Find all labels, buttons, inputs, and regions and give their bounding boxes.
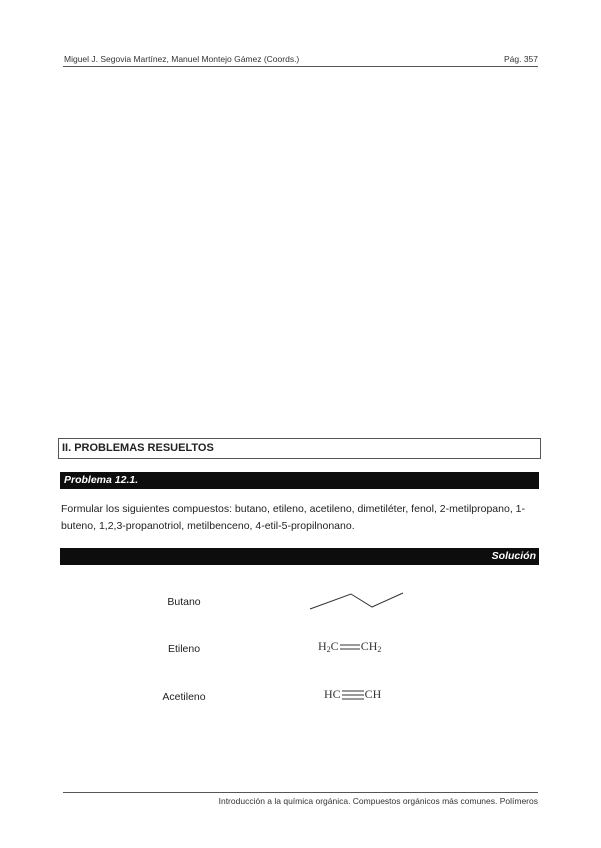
- problem-label: Problema 12.1.: [60, 472, 539, 489]
- formula-left-hc: HC: [324, 687, 341, 701]
- section-title: II. PROBLEMAS RESUELTOS: [58, 438, 541, 459]
- header-page-number: Pág. 357: [503, 54, 538, 64]
- double-bond: [339, 642, 361, 652]
- formula-left-c: C: [330, 639, 339, 653]
- compound-name-butano: Butano: [167, 596, 201, 608]
- header-authors: Miguel J. Segovia Martínez, Manuel Montejo Gámez (Coords.): [64, 54, 300, 64]
- problem-statement: Formular los siguientes compuestos: butano, etileno, acetileno, dimetiléter, fenol, 2-metilpropano, 1-buteno, 1,2,3-propanotriol, metilbenceno, 4-etil-5-propilnonano.: [61, 503, 525, 532]
- formula-left-sub: 2: [326, 645, 331, 654]
- ethylene-formula: [318, 639, 381, 654]
- compound-name-etileno: Etileno: [167, 643, 201, 655]
- acetylene-formula: [324, 687, 381, 702]
- formula-right-ch: CH: [364, 687, 382, 701]
- page-footer: Introducción a la química orgánica. Compuestos orgánicos más comunes. Polímeros: [63, 792, 538, 806]
- formula-right-ch: CH: [360, 639, 378, 653]
- compound-name-acetileno: Acetileno: [162, 691, 206, 703]
- formula-right-sub: 2: [377, 645, 382, 654]
- formula-left-h: H: [318, 639, 327, 653]
- triple-bond: [341, 689, 365, 701]
- butane-skeletal-structure: [305, 588, 409, 614]
- solution-label: Solución: [60, 548, 539, 565]
- page-header: [63, 54, 538, 67]
